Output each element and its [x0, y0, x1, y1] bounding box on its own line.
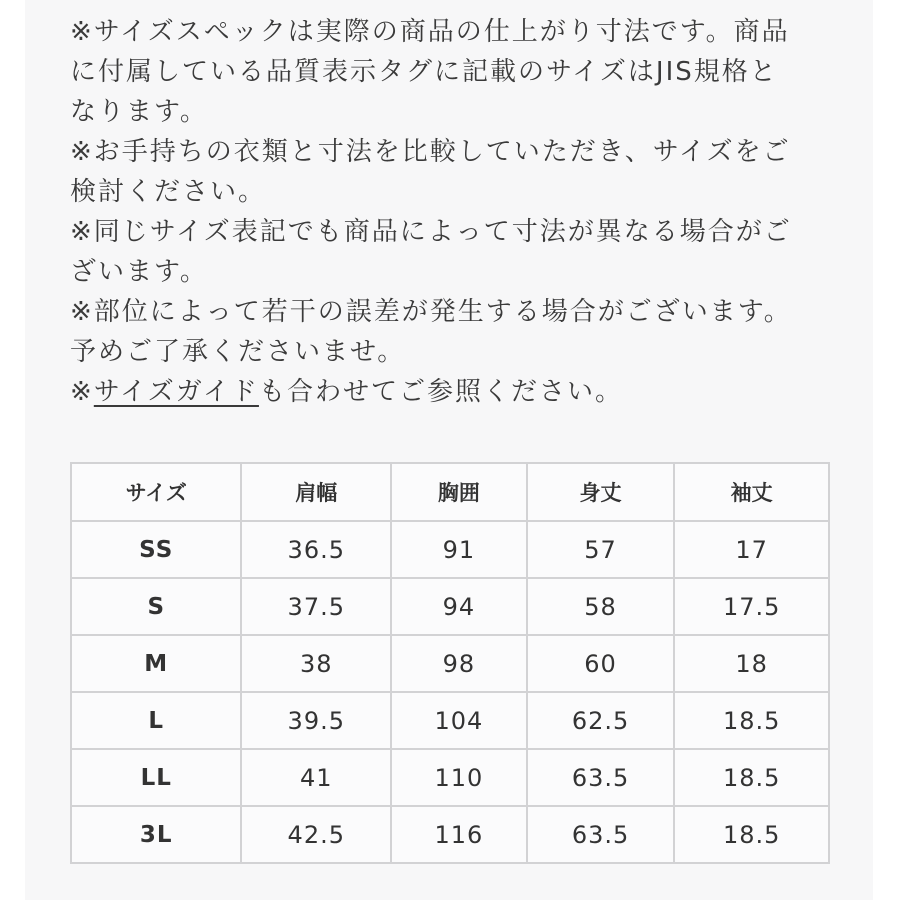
note-line: 検討ください。	[70, 177, 267, 207]
size-label: M	[71, 635, 241, 692]
table-cell: 18.5	[674, 692, 829, 749]
table-row	[71, 635, 829, 692]
size-label: 3L	[71, 806, 241, 863]
table-cell: 38	[241, 635, 391, 692]
table-cell: 37.5	[241, 578, 391, 635]
note-line: ※部位によって若干の誤差が発生する場合がございます。	[70, 297, 792, 327]
table-header-row	[71, 463, 829, 521]
size-guide-link[interactable]: サイズガイド	[93, 377, 259, 407]
table-cell: 62.5	[527, 692, 675, 749]
header-shoulder-width: 肩幅	[241, 463, 391, 521]
table-cell: 18	[674, 635, 829, 692]
table-cell: 17	[674, 521, 829, 578]
note-line: ※サイズスペックは実際の商品の仕上がり寸法です。商品	[70, 17, 790, 47]
table-cell: 57	[527, 521, 675, 578]
table-cell: 36.5	[241, 521, 391, 578]
table-cell: 39.5	[241, 692, 391, 749]
table-cell: 94	[391, 578, 527, 635]
note-suffix: も合わせてご参照ください。	[258, 377, 623, 407]
table-cell: 98	[391, 635, 527, 692]
table-cell: 116	[391, 806, 527, 863]
size-table	[70, 462, 830, 864]
note-line: ざいます。	[70, 257, 208, 287]
size-label: S	[71, 578, 241, 635]
header-body-length: 身丈	[527, 463, 675, 521]
header-size: サイズ	[71, 463, 241, 521]
size-notes	[70, 12, 840, 412]
size-guide-note	[70, 372, 840, 412]
table-cell: 60	[527, 635, 675, 692]
table-cell: 63.5	[527, 806, 675, 863]
note-line: 予めご了承くださいませ。	[70, 337, 406, 367]
header-chest: 胸囲	[391, 463, 527, 521]
table-cell: 17.5	[674, 578, 829, 635]
note-line: ※同じサイズ表記でも商品によって寸法が異なる場合がご	[70, 217, 792, 247]
table-cell: 18.5	[674, 806, 829, 863]
table-cell: 63.5	[527, 749, 675, 806]
table-cell: 104	[391, 692, 527, 749]
note-line: ※お手持ちの衣類と寸法を比較していただき、サイズをご	[70, 137, 791, 167]
table-cell: 110	[391, 749, 527, 806]
table-cell: 18.5	[674, 749, 829, 806]
table-row	[71, 749, 829, 806]
note-prefix: ※	[70, 377, 94, 407]
table-cell: 91	[391, 521, 527, 578]
table-row	[71, 578, 829, 635]
header-sleeve-length: 袖丈	[674, 463, 829, 521]
table-cell: 42.5	[241, 806, 391, 863]
size-label: SS	[71, 521, 241, 578]
table-row	[71, 806, 829, 863]
note-line: なります。	[70, 97, 208, 127]
size-label: L	[71, 692, 241, 749]
table-row	[71, 692, 829, 749]
table-cell: 41	[241, 749, 391, 806]
size-label: LL	[71, 749, 241, 806]
note-line: に付属している品質表示タグに記載のサイズはJIS規格と	[70, 57, 778, 87]
table-row	[71, 521, 829, 578]
table-cell: 58	[527, 578, 675, 635]
